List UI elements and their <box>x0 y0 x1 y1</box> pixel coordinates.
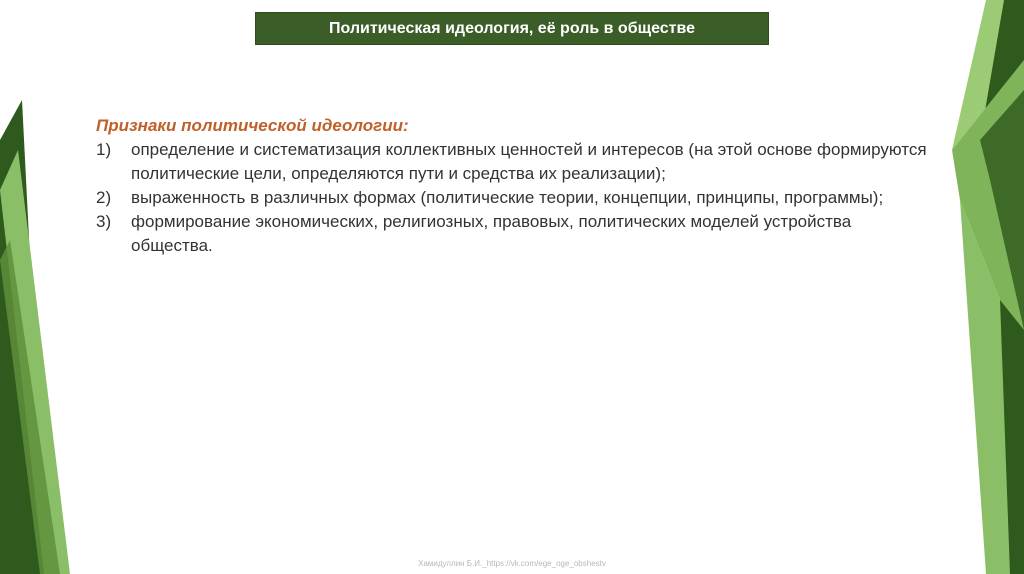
list-item-number: 3) <box>96 212 112 231</box>
list-item <box>96 138 936 186</box>
slide-title: Политическая идеология, её роль в обществе <box>328 19 696 37</box>
features-list <box>96 138 936 258</box>
list-item-text: определение и систематизация коллективных ценностей и интересов (на этой основе формируются политические цели, определяются пути и средства их реализации); <box>131 140 927 183</box>
list-item-text: выраженность в различных формах (политические теории, концепции, принципы, программы); <box>131 188 884 207</box>
list-item-number: 2) <box>96 188 112 207</box>
list-item-text: формирование экономических, религиозных, правовых, политических моделей устройства общества. <box>131 212 852 255</box>
slide-title-bar <box>255 12 769 45</box>
footer-credit: Хамидуллин Б.И._https://vk.com/ege_oge_obshestv <box>418 559 606 568</box>
list-item-number: 1) <box>96 140 112 159</box>
list-item <box>96 186 936 210</box>
list-item <box>96 210 936 258</box>
slide-content <box>96 114 936 258</box>
list-heading: Признаки политической идеологии: <box>96 116 409 135</box>
